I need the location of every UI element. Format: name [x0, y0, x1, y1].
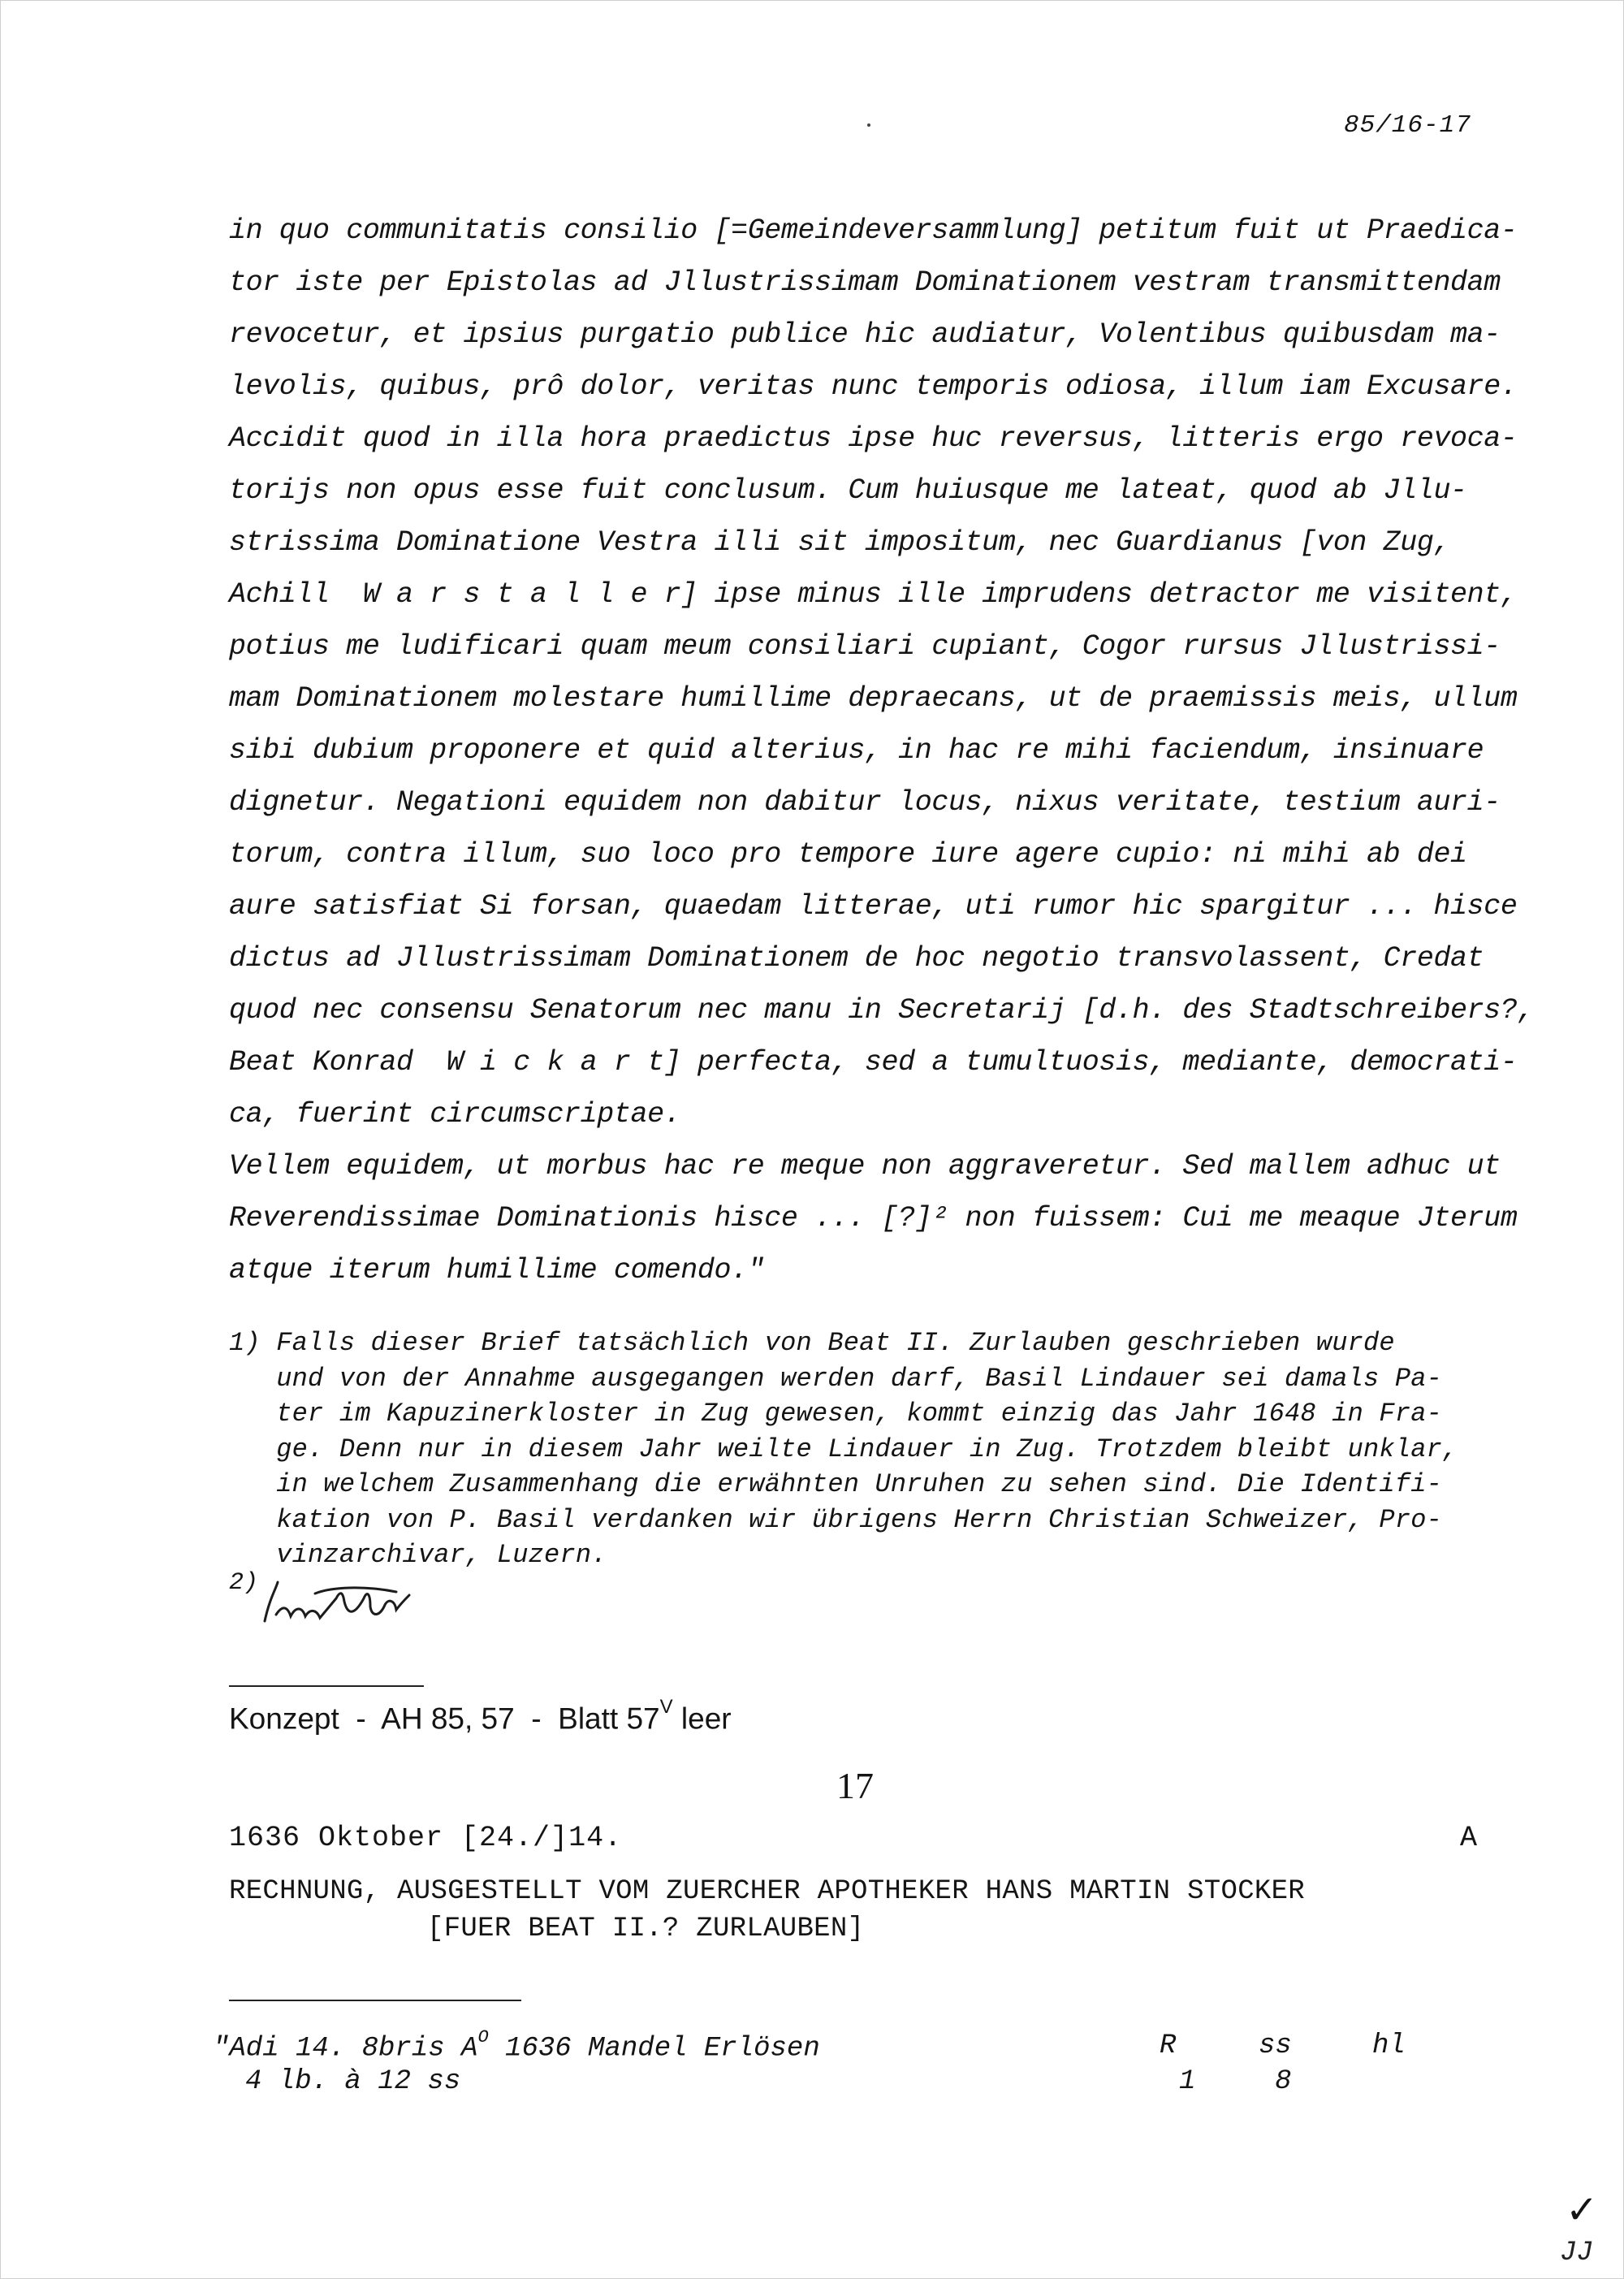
footnote-line: vinzarchivar, Luzern.	[229, 1540, 607, 1570]
letter-line: torum, contra illum, suo loco pro tempore iure agere cupio: ni mihi ab dei	[229, 838, 1467, 871]
ledger-row-2: 4 lb. à 12 ss	[245, 2066, 461, 2097]
letter-line: strissima Dominatione Vestra illi sit impositum, nec Guardianus [von Zug,	[229, 526, 1451, 559]
source-text: Konzept - AH 85, 57 - Blatt 57	[229, 1702, 660, 1736]
letter-line: ca, fuerint circumscriptae.	[229, 1098, 681, 1131]
document-date: 1636 Oktober [24./]14.	[229, 1822, 623, 1854]
source-line	[229, 1696, 732, 1736]
letter-line: torijs non opus esse fuit conclusum. Cum huiusque me lateat, quod ab Jllu-	[229, 474, 1467, 507]
corner-scrawl: JJ	[1560, 2238, 1593, 2268]
ledger-header-ss: ss	[1259, 2030, 1292, 2061]
ledger-row1-text: "Adi 14. 8bris A	[213, 2033, 478, 2065]
letter-line: atque iterum humillime comendo."	[229, 1254, 765, 1287]
footnote-line: in welchem Zusammenhang die erwähnten Unruhen zu sehen sind. Die Identifi-	[229, 1469, 1443, 1499]
source-suffix: leer	[672, 1702, 732, 1736]
letter-line: dictus ad Jllustrissimam Dominationem de hoc negotio transvolassent, Credat	[229, 942, 1484, 975]
separator-rule-2	[229, 2000, 521, 2001]
letter-line: Achill W a r s t a l l e r] ipse minus ille imprudens detractor me visitent,	[229, 578, 1518, 611]
letter-line: dignetur. Negationi equidem non dabitur locus, nixus veritate, testium auri-	[229, 786, 1501, 819]
letter-line: quod nec consensu Senatorum nec manu in Secretarij [d.h. des Stadtschreibers?,	[229, 994, 1535, 1027]
letter-line: sibi dubium proponere et quid alterius, in hac re mihi faciendum, insinuare	[229, 734, 1484, 767]
signature-scribble	[258, 1574, 469, 1639]
letter-line: in quo communitatis consilio [=Gemeindeversammlung] petitum fuit ut Praedica-	[229, 214, 1518, 247]
ledger-row2-r: 1	[1179, 2066, 1196, 2097]
footnote-line: kation von P. Basil verdanken wir übrigens Herrn Christian Schweizer, Pro-	[229, 1504, 1443, 1535]
ledger-row1-rest: 1636 Mandel Erlösen	[488, 2033, 820, 2065]
letter-line: levolis, quibus, prô dolor, veritas nunc temporis odiosa, illum iam Excusare.	[229, 370, 1518, 403]
ledger-row1-super: O	[477, 2027, 489, 2048]
page-number: 85/16-17	[1344, 111, 1471, 140]
footnote-line: ge. Denn nur in diesem Jahr weilte Lindauer in Zug. Trotzdem bleibt unklar,	[229, 1434, 1458, 1464]
letter-line: Beat Konrad W i c k a r t] perfecta, sed a tumultuosis, mediante, democrati-	[229, 1046, 1518, 1079]
letter-line: Accidit quod in illa hora praedictus ipse huc reversus, litteris ergo revoca-	[229, 422, 1518, 455]
footnote-line: 1) Falls dieser Brief tatsächlich von Beat II. Zurlauben geschrieben wurde	[229, 1328, 1395, 1358]
document-letter: A	[1460, 1822, 1478, 1854]
document-title-line1: RECHNUNG, AUSGESTELLT VOM ZUERCHER APOTHEKER HANS MARTIN STOCKER	[229, 1876, 1306, 1907]
ledger-header-r: R	[1160, 2030, 1177, 2061]
letter-line: mam Dominationem molestare humillime depraecans, ut de praemissis meis, ullum	[229, 682, 1518, 715]
source-superscript: V	[659, 1696, 673, 1718]
letter-line: revocetur, et ipsius purgatio publice hic audiatur, Volentibus quibusdam ma-	[229, 318, 1501, 351]
ledger-row-1	[213, 2027, 820, 2065]
letter-line: Reverendissimae Dominationis hisce ... [?]² non fuissem: Cui me meaque Jterum	[229, 1202, 1518, 1235]
check-mark-icon: ✓	[1566, 2187, 1599, 2233]
footnote-line: ter im Kapuzinerkloster in Zug gewesen, kommt einzig das Jahr 1648 in Fra-	[229, 1399, 1443, 1429]
ledger-row2-ss: 8	[1275, 2066, 1292, 2097]
footnote-2-marker: 2)	[229, 1569, 259, 1597]
letter-line: tor iste per Epistolas ad Jllustrissimam Dominationem vestram transmittendam	[229, 266, 1501, 299]
document-number: 17	[836, 1765, 874, 1806]
footnotes	[229, 1325, 1528, 1573]
footnote-line: und von der Annahme ausgegangen werden darf, Basil Lindauer sei damals Pa-	[229, 1363, 1443, 1394]
letter-body	[229, 205, 1535, 1296]
letter-line: Vellem equidem, ut morbus hac re meque non aggraveretur. Sed mallem adhuc ut	[229, 1150, 1501, 1183]
separator-rule	[229, 1685, 424, 1687]
letter-line: potius me ludificari quam meum consiliari cupiant, Cogor rursus Jllustrissi-	[229, 630, 1501, 663]
document-title-line2: [FUER BEAT II.? ZURLAUBEN]	[427, 1914, 865, 1944]
letter-line: aure satisfiat Si forsan, quaedam litterae, uti rumor hic spargitur ... hisce	[229, 890, 1518, 923]
ledger-header-hl: hl	[1372, 2030, 1406, 2061]
stray-dot	[867, 123, 870, 127]
